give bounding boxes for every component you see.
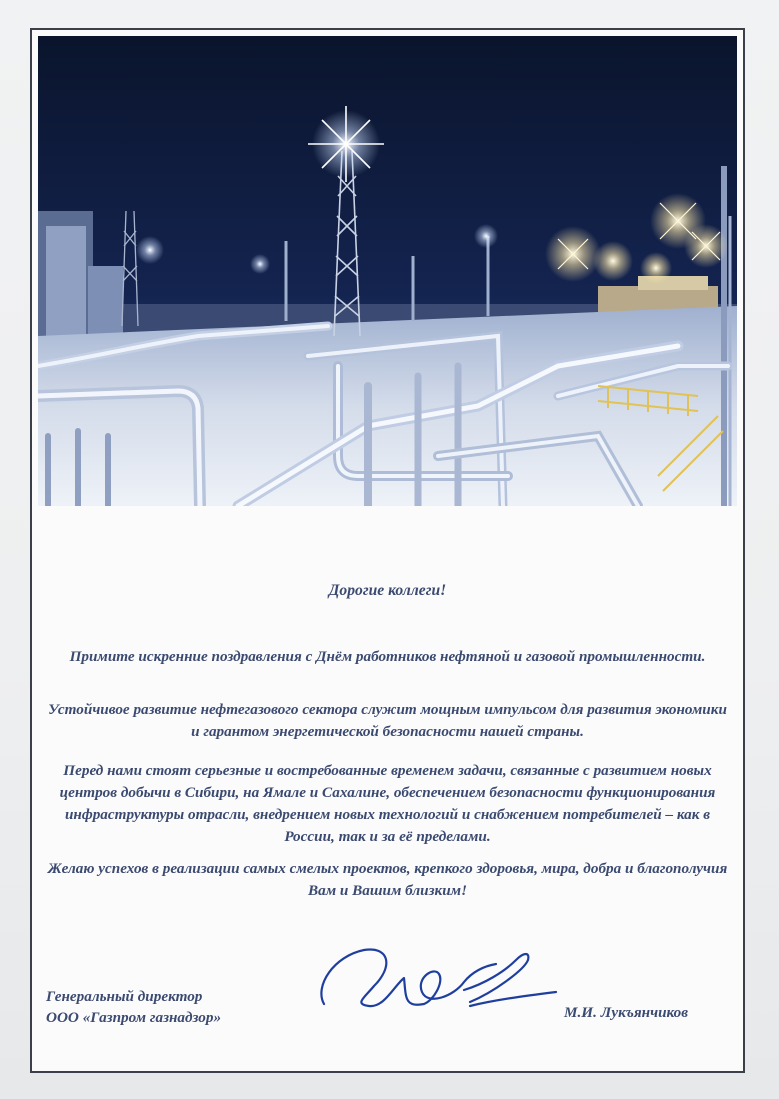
signer-position <box>46 986 221 1028</box>
signer-name: М.И. Лукъянчиков <box>564 1004 689 1021</box>
handwritten-signature <box>294 926 564 1026</box>
header-photo-gas-plant <box>38 36 737 506</box>
paragraph-development: Устойчивое развитие нефтегазового сектора служит мощным импульсом для развития экономики и гарантом энергетической безопасности нашей страны. <box>48 701 727 740</box>
signer-position-title: Генеральный директор <box>46 988 203 1005</box>
greeting: Дорогие коллеги! <box>328 582 447 599</box>
paragraph-tasks: Перед нами стоят серьезные и востребованные временем задачи, связанные с развитием новых центров добычи в Сибири, на Ямале и Сахалине, обеспечением безопасности функционирования инфраструктуры отрасли, внедрением новых технологий и снабжением потребителей – как в России, так и за её пределами. <box>59 762 716 845</box>
signer-organization: ООО «Газпром газнадзор» <box>46 1009 222 1026</box>
letter-frame <box>30 28 745 1073</box>
paragraph-wishes: Желаю успехов в реализации самых смелых проектов, крепкого здоровья, мира, добра и благополучия Вам и Вашим близким! <box>47 860 728 899</box>
paragraph-congratulations: Примите искренние поздравления с Днём работников нефтяной и газовой промышленности. <box>69 648 706 665</box>
